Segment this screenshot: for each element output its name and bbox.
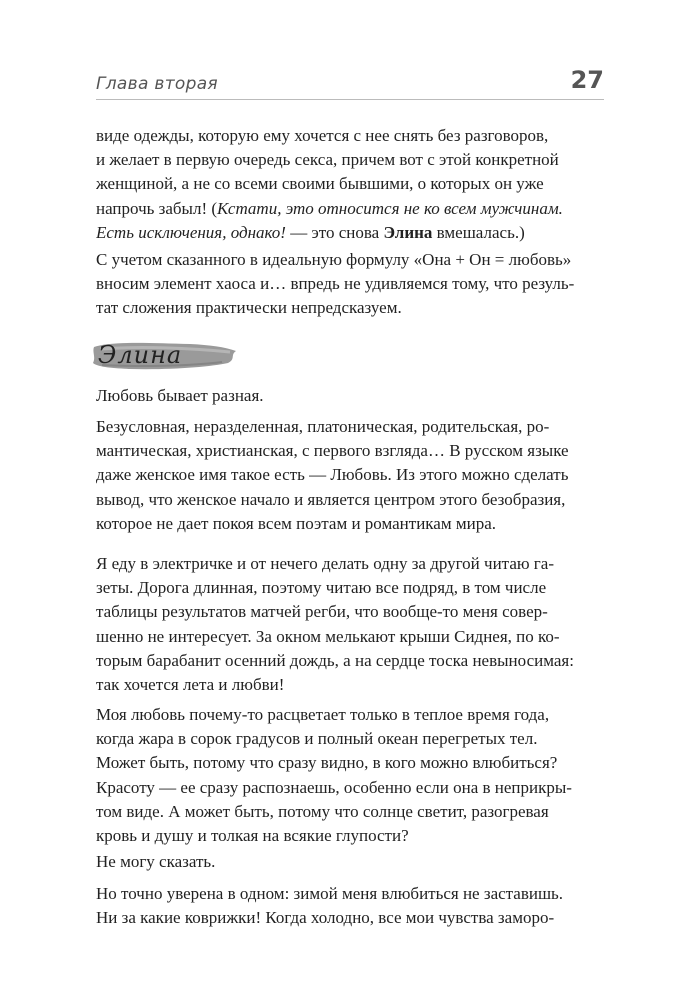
text-line: и желает в первую очередь секса, причем вот с этой конкретной (96, 150, 559, 170)
text-line: так хочется лета и любви! (96, 675, 285, 695)
paragraph-2 (96, 248, 604, 321)
text-line: тат сложения практически непредсказуем. (96, 298, 402, 318)
text-line: женщиной, а не со всеми своими бывшими, о которых он уже (96, 174, 544, 194)
text-line: напрочь забыл! (Кстати, это относится не ко всем мужчинам. (96, 198, 563, 218)
section-stamp (90, 337, 240, 377)
text-line: Красоту — ее сразу распознаешь, особенно если она в неприкры- (96, 777, 572, 797)
text-line: торым барабанит осенний дождь, а на сердце тоска невыносимая: (96, 650, 574, 670)
text-line: Есть исключения, однако! — это снова Элина вмешалась.) (96, 222, 525, 242)
text-line: вывод, что женское начало и является центром этого безобразия, (96, 489, 566, 509)
text-line: когда жара в сорок градусов и полный океан перегретых тел. (96, 729, 538, 749)
text-line: Я еду в электричке и от нечего делать одну за другой читаю га- (96, 554, 554, 573)
text-line: Любовь бывает разная. (96, 386, 264, 405)
text-line: мантическая, христианская, с первого взгляда… В русском языке (96, 441, 569, 461)
running-header (96, 68, 604, 96)
text-line: виде одежды, которую ему хочется с нее снять без разговоров, (96, 126, 549, 145)
page-number: 27 (570, 66, 604, 94)
text-line: Может быть, потому что сразу видно, в кого можно влюбиться? (96, 753, 558, 773)
character-name: Элина (383, 222, 433, 242)
text-line: С учетом сказанного в идеальную формулу «Она + Он = любовь» (96, 250, 572, 269)
text-line: даже женское имя такое есть — Любовь. Из этого можно сделать (96, 465, 569, 485)
text-line: Не могу сказать. (96, 852, 216, 871)
aside-italic: Кстати, это относится не ко всем мужчинам. (217, 198, 563, 218)
text-line: Но точно уверена в одном: зимой меня влюбиться не заставишь. (96, 884, 564, 903)
text-line: вносим элемент хаоса и… впредь не удивляемся тому, что резуль- (96, 274, 575, 294)
section-stamp-label: Элина (98, 341, 183, 369)
text-line: Ни за какие коврижки! Когда холодно, все мои чувства заморо- (96, 908, 555, 928)
text-line: зеты. Дорога длинная, поэтому читаю все подряд, в том числе (96, 578, 547, 598)
text-line: шенно не интересует. За окном мелькают крыши Сиднея, по ко- (96, 626, 560, 646)
header-divider (96, 99, 604, 100)
paragraph-3 (96, 384, 604, 408)
text-line: таблицы результатов матчей регби, что вообще-то меня совер- (96, 602, 548, 622)
text-line: Моя любовь почему-то расцветает только в теплое время года, (96, 705, 550, 724)
paragraph-7 (96, 850, 604, 874)
paragraph-6 (96, 703, 604, 848)
text-line: том виде. А может быть, потому что солнце светит, разогревая (96, 801, 549, 821)
paragraph-5 (96, 552, 604, 697)
aside-italic: Есть исключения, однако! (96, 222, 286, 242)
paragraph-8 (96, 882, 604, 930)
text-line: Безусловная, неразделенная, платоническая, родительская, ро- (96, 417, 550, 436)
text-line: кровь и душу и толкая на всякие глупости? (96, 826, 409, 846)
paragraph-4 (96, 415, 604, 536)
paragraph-1 (96, 124, 604, 245)
text-line: которое не дает покоя всем поэтам и романтикам мира. (96, 513, 496, 533)
chapter-title: Глава вторая (96, 74, 218, 94)
